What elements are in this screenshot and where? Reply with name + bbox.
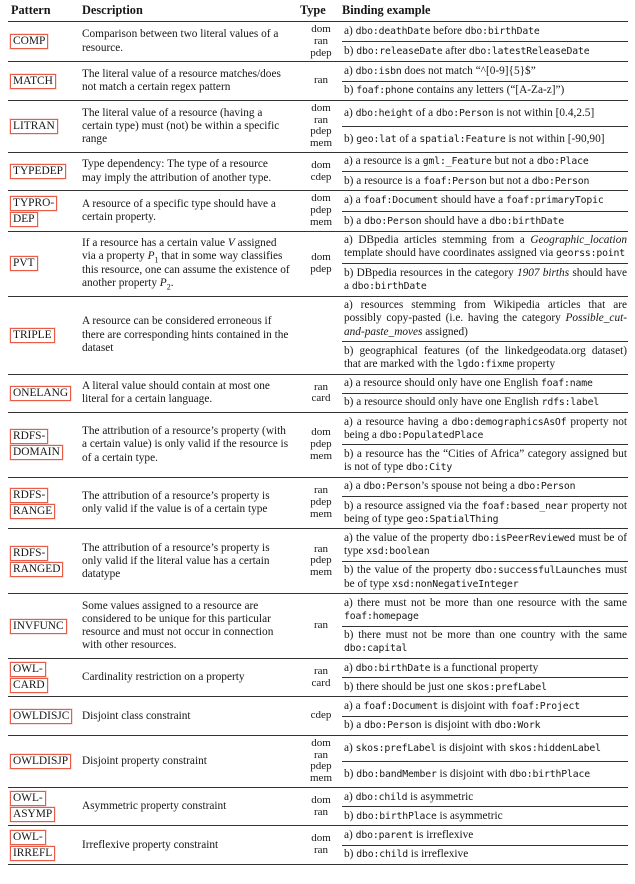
binding-example	[342, 806, 628, 825]
binding-example	[342, 716, 628, 735]
binding-example	[342, 444, 628, 476]
binding-example	[342, 845, 628, 864]
pattern-link[interactable]: OWL-	[10, 662, 46, 677]
pattern-link[interactable]: ONELANG	[10, 386, 71, 401]
binding-example	[342, 101, 628, 126]
code-term: skos:prefLabel	[355, 742, 437, 754]
code-term: xsd:boolean	[366, 546, 430, 558]
binding-example	[342, 626, 628, 658]
description-cell	[82, 736, 300, 787]
binding-example-text: a) dbo:birthDate is a functional property	[344, 661, 539, 674]
type-tag: pdep	[310, 262, 332, 275]
pattern-cell	[8, 101, 82, 152]
type-cell	[300, 478, 342, 529]
binding-example-text: a) DBpedia articles stemming from a Geographic_location template should have coordinates assigned via georss:point	[344, 234, 627, 260]
binding-cell	[342, 826, 628, 863]
code-term: dbo:Person	[436, 107, 494, 119]
type-tag: cdep	[310, 170, 332, 183]
code-term: foaf:Project	[511, 700, 580, 712]
type-cell	[300, 232, 342, 296]
binding-example-text: a) a resource is a gml:_Feature but not a dbo:Place	[344, 155, 589, 168]
pattern-cell	[8, 375, 82, 412]
pattern-cell	[8, 62, 82, 99]
code-term: dbo:child	[355, 791, 408, 803]
table-body	[8, 22, 628, 864]
type-tag: dom	[311, 736, 331, 749]
description-text: The attribution of a resource’s property is only valid if the value is of a certain type	[82, 489, 270, 516]
type-cell	[300, 659, 342, 696]
binding-cell	[342, 529, 628, 593]
binding-example-text: b) there must not be more than one country with the same dbo:capital	[344, 629, 627, 655]
binding-example-text: b) the value of the property dbo:successfulLaunches must be of type xsd:nonNegativeInteger	[344, 564, 628, 590]
table-row	[8, 528, 628, 593]
type-cell	[300, 153, 342, 190]
pattern-cell	[8, 736, 82, 787]
pattern-link[interactable]: DEP	[10, 212, 38, 227]
binding-example-text: b) a dbo:Person should have a dbo:birthDate	[344, 214, 565, 227]
type-tag: mem	[310, 508, 332, 521]
code-term: foaf:name	[541, 378, 593, 390]
pattern-link[interactable]: RDFS-	[10, 429, 48, 444]
binding-example-text: a) skos:prefLabel is disjoint with skos:hiddenLabel	[344, 741, 601, 754]
code-term: georss:point	[556, 248, 626, 260]
code-term: dbo:City	[406, 462, 453, 474]
description-cell	[82, 659, 300, 696]
type-cell	[300, 297, 342, 374]
code-term: foaf:primaryTopic	[505, 195, 604, 207]
pattern-cell	[8, 478, 82, 529]
description-cell	[82, 826, 300, 863]
binding-example-text: b) a resource has the “Cities of Africa” category assigned but is not of type dbo:City	[344, 447, 627, 474]
header-description: Description	[82, 3, 143, 17]
pattern-link[interactable]: TYPEDEP	[10, 164, 66, 179]
type-tag: pdep	[310, 204, 332, 217]
code-term: foaf:Document	[363, 700, 439, 712]
table-row	[8, 231, 628, 296]
table-row	[8, 735, 628, 787]
binding-example-text: b) a resource is a foaf:Person but not a dbo:Person	[344, 174, 590, 187]
pattern-link[interactable]: RANGE	[10, 504, 55, 519]
type-cell	[300, 22, 342, 61]
binding-example	[342, 153, 628, 171]
type-tag: pdep	[310, 46, 332, 59]
description-text: Type dependency: The type of a resource may imply the attribution of another type.	[82, 158, 272, 184]
type-tag: mem	[310, 449, 332, 462]
binding-example-text: b) a resource should only have one English rdfs:label	[344, 396, 600, 409]
binding-example	[342, 297, 628, 342]
type-tag: dom	[311, 23, 331, 35]
table-row	[8, 696, 628, 734]
code-term: dbo:releaseDate	[356, 46, 443, 58]
code-term: dbo:demographicsAsOf	[451, 416, 567, 428]
type-tag: ran	[313, 484, 329, 497]
type-tag: ran	[313, 542, 329, 555]
type-cell	[300, 413, 342, 477]
code-term: dbo:PopulatedPlace	[379, 429, 484, 441]
binding-example-text: a) there must not be more than one resource with the same foaf:homepage	[344, 596, 627, 622]
description-text: A resource of a specific type should have a certain property.	[82, 197, 276, 224]
binding-cell	[342, 22, 628, 61]
table-row	[8, 152, 628, 190]
description-text: Cardinality restriction on a property	[82, 671, 245, 684]
binding-example	[342, 81, 628, 100]
code-term: skos:prefLabel	[466, 681, 547, 693]
type-tag: dom	[311, 250, 331, 263]
binding-example-text: a) resources stemming from Wikipedia articles that are possibly copy-pasted (i.e. having the category Possible_cut-and-paste_moves assigned)	[344, 299, 627, 338]
binding-example	[342, 659, 628, 677]
code-term: dbo:Person	[531, 175, 590, 187]
table-row	[8, 190, 628, 230]
binding-example-text: b) a dbo:Person is disjoint with dbo:Work	[344, 719, 541, 732]
description-cell	[82, 232, 300, 296]
code-term: dbo:birthDate	[351, 280, 427, 292]
code-term: dbo:child	[356, 849, 408, 861]
type-tag: ran	[313, 664, 329, 677]
binding-example-text: a) a foaf:Document is disjoint with foaf:Project	[344, 699, 580, 712]
description-text: Comparison between two literal values of a resource.	[82, 28, 279, 54]
type-tag: dom	[311, 101, 331, 114]
binding-example-text: a) dbo:height of a dbo:Person is not within [0.4,2.5]	[344, 106, 595, 119]
table-row	[8, 61, 628, 99]
binding-example-text: a) dbo:child is asymmetric	[344, 790, 474, 803]
type-cell	[300, 101, 342, 152]
code-term: dbo:Place	[536, 156, 589, 168]
binding-example-text: a) a resource having a dbo:demographicsAsOf property not being a dbo:PopulatedPlace	[344, 415, 628, 441]
header-type: Type	[300, 3, 326, 17]
table-row	[8, 477, 628, 529]
type-tag: mem	[310, 772, 332, 785]
binding-cell	[342, 478, 628, 529]
code-term: foaf:Person	[423, 175, 487, 187]
binding-example	[342, 62, 628, 80]
binding-example	[342, 375, 628, 393]
binding-cell	[342, 659, 628, 696]
pattern-table	[8, 0, 628, 865]
type-cell	[300, 826, 342, 863]
description-cell	[82, 62, 300, 99]
header-binding-example: Binding example	[342, 3, 431, 17]
binding-cell	[342, 297, 628, 374]
code-term: dbo:Person	[364, 720, 422, 732]
description-text: A literal value should contain at most one literal for a certain language.	[82, 380, 270, 406]
pattern-link[interactable]: DOMAIN	[10, 445, 63, 460]
pattern-link[interactable]: RDFS-	[10, 488, 48, 503]
table-row	[8, 22, 628, 61]
description-cell	[82, 594, 300, 658]
code-term: dbo:height	[355, 107, 414, 119]
table-row	[8, 593, 628, 658]
code-term: dbo:bandMember	[356, 768, 437, 780]
binding-example	[342, 232, 628, 263]
pattern-cell	[8, 413, 82, 477]
table-row	[8, 825, 628, 863]
code-term: gml:_Feature	[422, 156, 492, 168]
type-tag: cdep	[310, 709, 332, 722]
type-tag: ran	[313, 748, 329, 761]
binding-cell	[342, 736, 628, 787]
pattern-cell	[8, 788, 82, 825]
table-row	[8, 296, 628, 374]
binding-example	[342, 677, 628, 696]
description-cell	[82, 101, 300, 152]
type-tag: pdep	[310, 554, 332, 567]
description-cell	[82, 297, 300, 374]
pattern-link[interactable]: IRREFL	[10, 846, 55, 861]
code-term: lgdo:fixme	[456, 358, 515, 370]
table-row	[8, 100, 628, 152]
code-term: dbo:Work	[494, 720, 541, 732]
pattern-cell	[8, 697, 82, 734]
type-cell	[300, 529, 342, 593]
binding-example-text: a) dbo:parent is irreflexive	[344, 828, 474, 841]
binding-example	[342, 561, 628, 593]
binding-cell	[342, 62, 628, 99]
binding-example-text: b) dbo:releaseDate after dbo:latestReleaseDate	[344, 45, 590, 58]
type-cell	[300, 736, 342, 787]
code-term: foaf:based_near	[481, 500, 569, 512]
code-term: geo:lat	[356, 133, 397, 145]
binding-example	[342, 41, 628, 61]
code-term: spatial:Feature	[419, 133, 506, 145]
binding-example-text: b) dbo:child is irreflexive	[344, 848, 469, 861]
code-term: rdfs:label	[541, 397, 600, 409]
binding-example-text: b) geo:lat of a spatial:Feature is not within [-90,90]	[344, 132, 605, 145]
binding-example	[342, 211, 628, 231]
type-tag: card	[311, 392, 331, 405]
pattern-link[interactable]: PVT	[10, 256, 38, 271]
binding-cell	[342, 191, 628, 230]
code-term: dbo:birthPlace	[356, 810, 437, 822]
binding-example-text: a) a resource should only have one English foaf:name	[344, 377, 593, 390]
code-term: dbo:deathDate	[355, 26, 431, 37]
binding-cell	[342, 101, 628, 152]
type-tag: dom	[311, 793, 331, 806]
code-term: skos:hiddenLabel	[508, 742, 601, 754]
code-term: foaf:Document	[363, 195, 439, 207]
type-tag: dom	[311, 158, 331, 171]
description-text: Asymmetric property constraint	[82, 800, 227, 813]
type-tag: ran	[313, 113, 329, 126]
binding-example	[342, 478, 628, 496]
description-cell	[82, 191, 300, 230]
type-tag: ran	[313, 805, 329, 818]
binding-cell	[342, 594, 628, 658]
type-cell	[300, 697, 342, 734]
pattern-cell	[8, 232, 82, 296]
type-tag: ran	[313, 34, 329, 47]
pattern-link[interactable]: RDFS-	[10, 546, 48, 561]
binding-example	[342, 22, 628, 41]
binding-cell	[342, 697, 628, 734]
binding-example	[342, 496, 628, 528]
binding-example-text: a) a dbo:Person’s spouse not being a dbo:Person	[344, 480, 576, 493]
type-cell	[300, 788, 342, 825]
type-cell	[300, 191, 342, 230]
description-cell	[82, 697, 300, 734]
pattern-link[interactable]: OWL-	[10, 830, 46, 845]
type-cell	[300, 375, 342, 412]
type-tag: ran	[313, 844, 329, 857]
pattern-link[interactable]: COMP	[10, 34, 48, 49]
binding-example	[342, 263, 628, 295]
pattern-link[interactable]: RANGED	[10, 562, 63, 577]
type-cell	[300, 62, 342, 99]
binding-example	[342, 171, 628, 190]
pattern-cell	[8, 191, 82, 230]
description-cell	[82, 413, 300, 477]
type-tag: pdep	[310, 496, 332, 509]
binding-example-text: b) geographical features (of the linkedgeodata.org dataset) that are marked with the lgdo:fixme property	[344, 344, 627, 370]
description-text: Irreflexive property constraint	[82, 838, 219, 851]
binding-example	[342, 788, 628, 806]
code-term: dbo:Person	[363, 481, 421, 493]
pattern-cell	[8, 594, 82, 658]
type-tag: mem	[310, 137, 332, 150]
type-tag: dom	[311, 426, 331, 439]
binding-cell	[342, 153, 628, 190]
binding-example	[342, 126, 628, 152]
type-tag: ran	[313, 380, 329, 393]
description-cell	[82, 478, 300, 529]
type-tag: pdep	[310, 438, 332, 451]
pattern-cell	[8, 826, 82, 863]
binding-example	[342, 529, 628, 560]
binding-example-text: b) dbo:bandMember is disjoint with dbo:birthPlace	[344, 767, 591, 780]
binding-example	[342, 697, 628, 715]
binding-example-text: b) DBpedia resources in the category 1907 births should have a dbo:birthDate	[344, 266, 627, 292]
description-text: The literal value of a resource matches/does not match a certain regex pattern	[82, 67, 281, 94]
pattern-cell	[8, 659, 82, 696]
binding-example-text: b) a resource assigned via the foaf:based_near property not being of type geo:SpatialThing	[344, 499, 627, 525]
code-term: dbo:capital	[344, 643, 408, 655]
binding-example-text: a) dbo:isbn does not match “^[0-9]{5}$”	[344, 64, 536, 77]
table-row	[8, 374, 628, 412]
binding-cell	[342, 375, 628, 412]
pattern-cell	[8, 22, 82, 61]
description-cell	[82, 22, 300, 61]
binding-example	[342, 393, 628, 412]
type-tag: ran	[313, 619, 329, 632]
pattern-link[interactable]: OWL-	[10, 791, 46, 806]
binding-example	[342, 191, 628, 210]
pattern-link[interactable]: MATCH	[10, 74, 56, 89]
pattern-link[interactable]: TYPRO-	[10, 196, 57, 211]
binding-example	[342, 761, 628, 787]
code-term: dbo:parent	[355, 829, 414, 841]
type-cell	[300, 594, 342, 658]
description-text: Disjoint property constraint	[82, 754, 207, 767]
code-term: dbo:birthPlace	[509, 768, 591, 780]
binding-example-text: b) there should be just one skos:prefLabel	[344, 680, 547, 693]
table-row	[8, 787, 628, 825]
code-term: foaf:phone	[356, 85, 414, 97]
description-text: Some values assigned to a resource are considered to be unique for this particular resource and must not occur in connection with other resources.	[82, 599, 274, 652]
code-term: dbo:Person	[517, 481, 576, 493]
code-term: dbo:Person	[364, 215, 422, 227]
type-tag: dom	[311, 832, 331, 845]
binding-example-text: a) dbo:deathDate before dbo:birthDate	[344, 25, 540, 37]
pattern-link[interactable]: TRIPLE	[10, 328, 55, 343]
binding-example	[342, 413, 628, 444]
description-text: The literal value of a resource (having a certain type) must (not) be within a specific range	[82, 106, 280, 145]
binding-example	[342, 594, 628, 625]
binding-example	[342, 341, 628, 373]
description-cell	[82, 375, 300, 412]
binding-example-text: a) a foaf:Document should have a foaf:primaryTopic	[344, 194, 604, 207]
description-text: Disjoint class constraint	[82, 709, 191, 722]
binding-example	[342, 826, 628, 844]
binding-example	[342, 736, 628, 761]
code-term: geo:SpatialThing	[406, 513, 499, 525]
code-term: dbo:latestReleaseDate	[468, 46, 590, 58]
description-text: A resource can be considered erroneous if there are corresponding hints contained in the dataset	[82, 315, 289, 354]
type-tag: pdep	[310, 125, 332, 138]
pattern-cell	[8, 153, 82, 190]
pattern-link[interactable]: OWLDISJP	[10, 754, 71, 769]
code-term: dbo:birthDate	[464, 26, 540, 37]
description-cell	[82, 529, 300, 593]
type-tag: mem	[310, 215, 332, 228]
description-text: If a resource has a certain value V assigned via a property $P_1$ that in some way classifies this resource, one can assume the existence of another property $P_2$.	[82, 237, 290, 292]
binding-cell	[342, 232, 628, 296]
description-text: The attribution of a resource’s property (with a certain value) is only valid if the resource is of a certain type.	[82, 425, 289, 464]
binding-cell	[342, 788, 628, 825]
code-term: foaf:homepage	[344, 610, 419, 622]
type-tag: pdep	[310, 760, 332, 773]
description-text: The attribution of a resource’s property is only valid if the literal value has a certain datatype	[82, 541, 270, 580]
code-term: dbo:birthDate	[355, 662, 431, 674]
header-pattern: Pattern	[11, 3, 51, 17]
description-cell	[82, 788, 300, 825]
pattern-link[interactable]: CARD	[10, 678, 48, 693]
pattern-cell	[8, 529, 82, 593]
code-term: xsd:nonNegativeInteger	[392, 578, 519, 590]
binding-cell	[342, 413, 628, 477]
code-term: dbo:successfulLaunches	[474, 565, 602, 577]
description-cell	[82, 153, 300, 190]
binding-example-text: a) the value of the property dbo:isPeerReviewed must be of type xsd:boolean	[344, 531, 627, 558]
pattern-link[interactable]: INVFUNC	[10, 619, 67, 634]
table-row	[8, 658, 628, 696]
table-header	[8, 0, 628, 22]
code-term: dbo:birthDate	[489, 215, 565, 227]
type-tag: ran	[313, 74, 329, 87]
pattern-cell	[8, 297, 82, 374]
binding-example-text: b) foaf:phone contains any letters (“[A-Za-z]”)	[344, 84, 565, 97]
type-tag: mem	[310, 566, 332, 579]
table-row	[8, 412, 628, 477]
type-tag: card	[311, 676, 331, 689]
pattern-link[interactable]: ASYMP	[10, 807, 55, 822]
pattern-link[interactable]: LITRAN	[10, 119, 58, 134]
code-term: dbo:isbn	[355, 65, 402, 77]
binding-example-text: b) dbo:birthPlace is asymmetric	[344, 809, 503, 822]
code-term: dbo:isPeerReviewed	[471, 532, 576, 544]
type-tag: dom	[311, 192, 331, 205]
pattern-link[interactable]: OWLDISJC	[10, 709, 72, 724]
